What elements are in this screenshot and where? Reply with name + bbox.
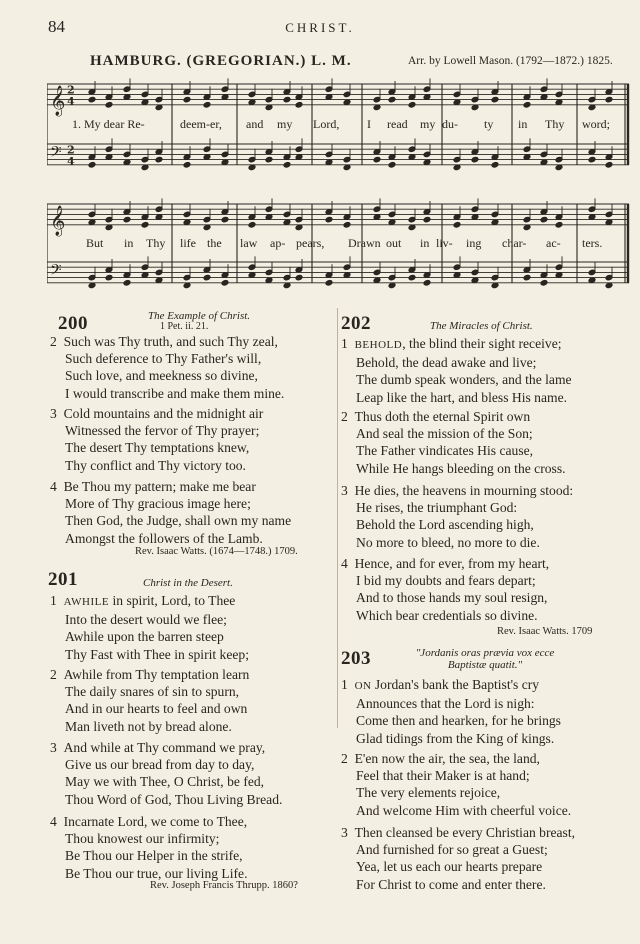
lyric-syllable: ters. (582, 236, 603, 250)
stanza-line: May we with Thee, O Christ, be fed, (65, 774, 265, 790)
lyric-syllable: word; (582, 117, 610, 131)
stanza-line: Awhile from Thy temptation learn (63, 667, 250, 682)
stanza-line: And while at Thy command we pray, (63, 740, 266, 755)
svg-text:4: 4 (67, 94, 75, 108)
stanza (341, 555, 549, 624)
stanza-number: 1 (341, 677, 348, 692)
hymn-number: 202 (341, 313, 371, 334)
stanza-line: Amongst the followers of the Lamb. (65, 530, 263, 546)
lyric-syllable: deem- (180, 117, 210, 131)
tune-name: HAMBURG. (GREGORIAN.) L. M. (90, 53, 352, 69)
hymn-title: "Jordanis oras prævia vox ecce Baptistæ quatit." (415, 647, 555, 671)
svg-text:2: 2 (67, 143, 75, 157)
stanza-line: Be Thou our Helper in the strife, (65, 848, 243, 864)
lyric-syllable: in (124, 236, 134, 250)
lyric-syllable: out (386, 236, 402, 250)
stanza-number: 1 (341, 336, 348, 351)
stanza-line: Then cleansed be every Christian breast, (354, 825, 576, 840)
stanza (50, 592, 249, 663)
stanza-line: I bid my doubts and fears depart; (356, 573, 536, 589)
stanza-number: 2 (50, 667, 57, 682)
lyric-syllable: my (277, 117, 293, 131)
stanza-number: 3 (50, 740, 57, 755)
lyric-syllable: in (518, 117, 528, 131)
stanza-line: The very elements rejoice, (356, 785, 501, 801)
stanza-line: Hence, and for ever, from my heart, (354, 556, 550, 571)
lyric-syllable: ap- (270, 236, 286, 250)
stanza-line: Such was Thy truth, and such Thy zeal, (63, 334, 278, 349)
stanza-line: Yea, let us each our hearts prepare (356, 859, 543, 875)
svg-text:𝄢: 𝄢 (50, 261, 62, 283)
stanza (50, 478, 291, 547)
stanza-line: Then God, the Judge, shall own my name (65, 513, 292, 529)
stanza-line: Be Thou my pattern; make me bear (63, 479, 256, 494)
stanza (50, 405, 263, 474)
stanza-line: Glad tidings from the King of kings. (356, 730, 555, 746)
stanza-first-word: BEHOLD (354, 339, 403, 351)
stanza (50, 666, 249, 735)
stanza-line: in spirit, Lord, to Thee (109, 593, 236, 608)
music-score (47, 72, 632, 294)
hymn-attribution: Rev. Joseph Francis Thrupp. 1860? (150, 880, 298, 891)
stanza-line: Announces that the Lord is nigh: (356, 696, 535, 712)
lyric-syllable: law (240, 236, 258, 250)
lyric-syllable: 1. My dear Re- (72, 117, 145, 131)
hymn-number: 201 (48, 569, 78, 590)
stanza-number: 1 (50, 593, 57, 608)
svg-text:4: 4 (67, 154, 75, 168)
lyric-syllable: Thy (545, 117, 565, 131)
stanza-line: And in our hearts to feel and own (65, 701, 248, 717)
stanza-number: 3 (50, 406, 57, 421)
hymn-number: 203 (341, 648, 371, 669)
stanza-number: 4 (50, 479, 57, 494)
stanza-number: 2 (50, 334, 57, 349)
lyric-syllable: life (180, 236, 196, 250)
stanza-number: 3 (341, 483, 348, 498)
stanza-number: 2 (341, 409, 348, 424)
stanza-line: Be Thou our true, our living Life. (65, 865, 248, 881)
stanza-line: Which bear credentials so divine. (356, 607, 538, 623)
stanza-line: Such love, and meekness so divine, (65, 368, 258, 384)
stanza-line: Witnessed the fervor of Thy prayer; (65, 423, 260, 439)
stanza (50, 813, 247, 882)
stanza (341, 408, 566, 477)
svg-text:2: 2 (67, 83, 75, 97)
stanza-line: Thou Word of God, Thou Living Bread. (65, 791, 283, 807)
stanza-line: Cold mountains and the midnight air (63, 406, 264, 421)
page-number: 84 (48, 17, 65, 36)
stanza-line: And furnished for so great a Guest; (356, 842, 548, 858)
stanza-first-word: ON (354, 680, 372, 692)
stanza-line: Thy conflict and Thy victory too. (65, 457, 246, 473)
lyric-syllable: my (420, 117, 436, 131)
stanza (341, 750, 571, 819)
stanza-line: Into the desert would we flee; (65, 612, 227, 628)
stanza-line: The daily snares of sin to spurn, (65, 684, 240, 700)
stanza-number: 2 (341, 751, 348, 766)
stanza-line: Feel that their Maker is at hand; (356, 768, 530, 784)
stanza-line: Jordan's bank the Baptist's cry (371, 677, 540, 692)
lyric-syllable: read (387, 117, 408, 131)
hymn-attribution: Rev. Isaac Watts. 1709 (497, 626, 593, 637)
stanza-number: 4 (341, 556, 348, 571)
stanza (341, 482, 573, 551)
running-head: CHRIST. (285, 20, 355, 35)
stanza-line: While He hangs bleeding on the cross. (356, 460, 566, 476)
svg-text:𝄞: 𝄞 (50, 205, 66, 236)
stanza-line: Come then and hearken, for he brings (356, 713, 561, 729)
stanza-line: I would transcribe and make them mine. (65, 385, 285, 401)
stanza-line: He dies, the heavens in mourning stood: (354, 483, 574, 498)
stanza-line: E'en now the air, the sea, the land, (354, 751, 540, 766)
stanza-line: For Christ to come and enter there. (356, 876, 546, 892)
hymn-title: The Example of Christ. (148, 310, 251, 322)
stanza (341, 676, 561, 747)
stanza-line: The desert Thy temptations knew, (65, 440, 250, 456)
stanza-line: The Father vindicates His cause, (356, 443, 534, 459)
stanza-number: 3 (341, 825, 348, 840)
column-divider (337, 308, 338, 728)
lyric-syllable: and (246, 117, 264, 131)
stanza (341, 824, 575, 893)
stanza (50, 333, 284, 402)
lyric-syllable: Thy (146, 236, 166, 250)
hymn-title: Christ in the Desert. (143, 577, 233, 589)
stanza-line: Awhile upon the barren steep (65, 629, 224, 645)
hymn-scripture: 1 Pet. ii. 21. (160, 321, 209, 332)
stanza-line: , the blind their sight receive; (402, 336, 562, 351)
stanza-first-word: AWHILE (63, 596, 110, 608)
stanza (50, 739, 282, 808)
stanza-line: More of Thy gracious image here; (65, 496, 251, 512)
lyric-syllable: ac- (546, 236, 561, 250)
lyric-syllable: But (86, 236, 104, 250)
stanza-line: Thus doth the eternal Spirit own (354, 409, 531, 424)
lyric-syllable: du- (442, 117, 458, 131)
stanza-line: And seal the mission of the Son; (356, 426, 533, 442)
stanza-line: He rises, the triumphant God: (356, 500, 518, 516)
stanza-line: Incarnate Lord, we come to Thee, (63, 814, 248, 829)
lyric-syllable: char- (502, 236, 527, 250)
stanza-line: Behold, the dead awake and live; (356, 355, 537, 371)
stanza-line: No more to bleed, no more to die. (356, 534, 540, 550)
stanza-line: Man liveth not by bread alone. (65, 718, 232, 734)
lyric-syllable: ty (484, 117, 494, 131)
svg-text:𝄢: 𝄢 (50, 143, 62, 165)
lyric-syllable: the (207, 236, 222, 250)
lyric-syllable: ing (466, 236, 482, 250)
stanza-line: And welcome Him with cheerful voice. (356, 802, 572, 818)
hymn-attribution: Rev. Isaac Watts. (1674—1748.) 1709. (135, 546, 298, 557)
lyric-syllable: I (367, 117, 371, 131)
hymn-number: 200 (58, 313, 88, 334)
stanza (341, 335, 572, 406)
stanza-line: Thou knowest our infirmity; (65, 831, 220, 847)
stanza-number: 4 (50, 814, 57, 829)
stanza-line: Thy Fast with Thee in spirit keep; (65, 646, 249, 662)
stanza-line: Give us our bread from day to day, (65, 757, 255, 773)
lyric-syllable: liv- (436, 236, 453, 250)
lyric-syllable: Lord, (313, 117, 340, 131)
lyric-syllable: er, (210, 117, 222, 131)
stanza-line: Such deference to Thy Father's will, (65, 351, 262, 367)
lyric-syllable: in (420, 236, 430, 250)
stanza-line: Behold the Lord ascending high, (356, 517, 534, 533)
stanza-line: And to those hands my soul resign, (356, 590, 548, 606)
stanza-line: Leap like the hart, and bless His name. (356, 389, 568, 405)
svg-text:𝄞: 𝄞 (50, 85, 66, 116)
lyric-syllable: pears, (296, 236, 325, 250)
lyric-syllable: Drawn (348, 236, 381, 250)
hymn-title: The Miracles of Christ. (430, 320, 533, 332)
stanza-line: The dumb speak wonders, and the lame (356, 372, 572, 388)
tune-arranger: Arr. by Lowell Mason. (1792—1872.) 1825. (408, 55, 613, 67)
